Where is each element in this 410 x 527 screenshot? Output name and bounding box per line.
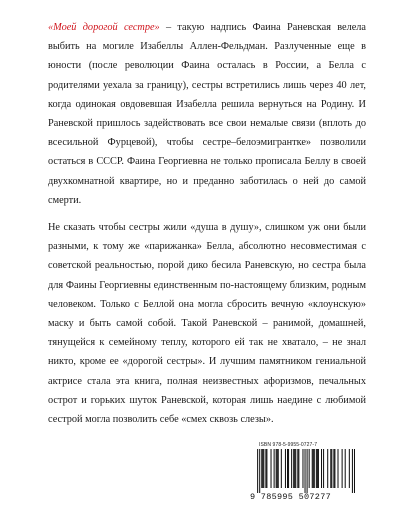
barcode-guard-bar <box>352 449 353 493</box>
barcode-bar <box>314 449 315 488</box>
barcode-bar <box>294 449 295 488</box>
barcode-bar <box>313 449 314 488</box>
barcode-bar <box>281 449 282 488</box>
barcode-bar <box>345 449 346 488</box>
barcode-bar <box>349 449 350 488</box>
barcode-guard-bar <box>354 449 355 493</box>
barcode-bar <box>277 449 278 488</box>
isbn-label: ISBN 978-5-9955-0727-7 <box>259 442 318 448</box>
barcode-bar <box>291 449 292 488</box>
barcode-bar <box>298 449 299 488</box>
annotation-paragraph-1 <box>48 18 366 210</box>
barcode-guard-bar <box>307 449 308 493</box>
barcode-digits: 9 785995 507277 <box>250 492 332 502</box>
barcode-block <box>249 442 359 504</box>
barcode-bar <box>337 449 338 488</box>
barcode-bar <box>334 449 335 488</box>
barcode-bar <box>271 449 272 488</box>
barcode-bar <box>330 449 331 488</box>
barcode-bar <box>327 449 328 488</box>
barcode-bars <box>253 449 355 493</box>
barcode-bar <box>288 449 289 488</box>
dedication-quote: «Моей дорогой сестре» <box>48 22 160 33</box>
barcode-bar <box>295 449 296 488</box>
barcode-bar <box>316 449 317 488</box>
barcode-bar <box>309 449 310 488</box>
barcode-bar <box>323 449 324 488</box>
barcode-bar <box>297 449 298 488</box>
paragraph-2-body: Не сказать чтобы сестры жили «душа в душу», слишком уж они были разными, к тому же «парижанка» Белла, абсолютно несовместимая с советской реальностью, порой дико бесила Раневскую, но сестра была для Фаины Георгиевны единственным по-настоящему близким, родным человеком. Только с Беллой она могла сбросить вечную «клоунскую» маску и быть самой собой. Такой Раневской – ранимой, домашней, тянущейся к семейному теплу, которого ей так не хватало, – не знал никто, кроме ее «дорогой сестры». И лучшим памятником гениальной актрисе стала эта книга, полная неизвестных афоризмов, печальных острот и горьких шуток Раневской, которая лишь наедине с любимой сестрой могла позволить себе «смех сквозь слезы». <box>48 222 366 426</box>
barcode-bar <box>331 449 332 488</box>
barcode-bar <box>318 449 319 488</box>
barcode-bar <box>342 449 343 488</box>
barcode-bar <box>287 449 288 488</box>
barcode-bar <box>262 449 263 488</box>
barcode-bar <box>266 449 267 488</box>
barcode-guard-bar <box>305 449 306 493</box>
paragraph-1-body: – такую надпись Фаина Раневская велела выбить на могиле Изабеллы Аллен-Фельдман. Разлученные еще в юности (после революции Фаина осталась в России, а Белла с родителями уехала за границу), сестры встретились лишь через 40 лет, когда одинокая овдовевшая Изабелла решила вернуться на Родину. И Раневской пришлось задействовать все свои немалые связи (вплоть до всесильной Фурцевой), чтобы сестре–белоэмигрантке» позволили остаться в СССР. Фаина Георгиевна не только прописала Беллу в своей двухкомнатной квартире, но и преданно заботилась о ней до самой смерти. <box>48 22 366 206</box>
barcode-bar <box>274 449 275 488</box>
barcode-bar <box>317 449 318 488</box>
barcode-bar <box>265 449 266 488</box>
barcode-bar <box>261 449 262 488</box>
barcode-bar <box>293 449 294 488</box>
barcode-bar <box>302 449 303 488</box>
barcode-bar <box>321 449 322 488</box>
barcode-bar <box>285 449 286 488</box>
annotation-text <box>48 18 366 429</box>
barcode-guard-bar <box>257 449 258 493</box>
barcode-bar <box>333 449 334 488</box>
barcode-bar <box>278 449 279 488</box>
barcode-bar <box>312 449 313 488</box>
barcode-guard-bar <box>259 449 260 493</box>
barcode-bar <box>263 449 264 488</box>
annotation-paragraph-2 <box>48 218 366 429</box>
barcode-bar <box>276 449 277 488</box>
